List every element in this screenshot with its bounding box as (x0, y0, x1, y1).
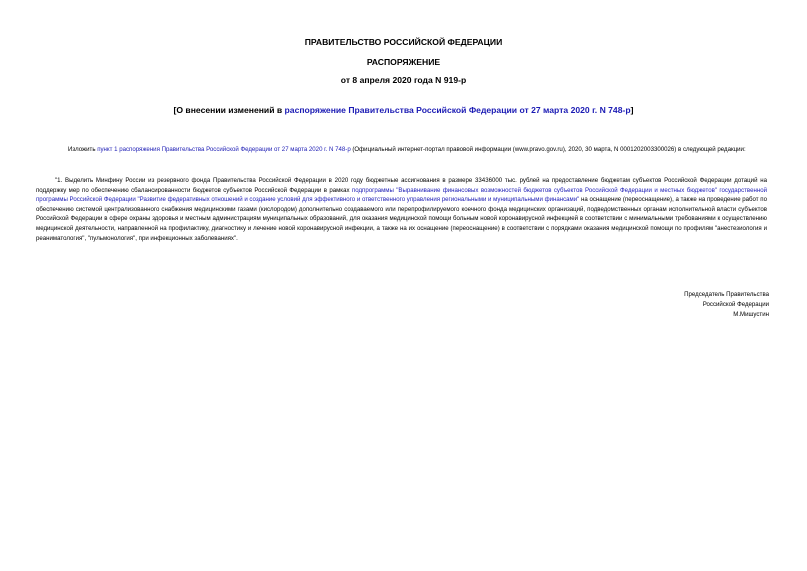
amended-act-link[interactable]: распоряжение Правительства Российской Федерации от 27 марта 2020 г. N 748-р (284, 105, 631, 115)
subprogram-link[interactable]: подпрограммы "Выравнивание финансовых возможностей бюджетов субъектов Российской Федерации и местных бюджетов" государственной программы Российской Федерации "Развитие федеративных отношений и создание условий для эффективного и ответственного управления региональными и муниципальными финансами" (36, 186, 767, 204)
paragraph-new-wording-part2: на оснащение (переоснащение), а также на проведение работ по обеспечению системой централизованного снабжения медицинскими газами (кислородом) дополнительно создаваемого или перепрофилируемого коечного фонда медицинских организаций, подведомственных органам исполнительной власти субъектов Российской Федерации в сфере охраны здоровья и местным администрациям муниципальных образований, для оказания медицинской помощи больным новой коронавирусной инфекцией в соответствии с минимальными требованиями к осуществлению медицинской деятельности, направленной на профилактику, диагностику и лечение новой коронавирусной инфекции, а также на их оснащение (переоснащение) в соответствии с порядками оказания медицинской помощи по профилям "анестезиология и реаниматология", "пульмонология", при инфекционных заболеваниях". (36, 196, 767, 242)
paragraph-new-wording (36, 176, 767, 243)
point-1-link[interactable]: пункт 1 распоряжения Правительства Российской Федерации от 27 марта 2020 г. N 748-р (97, 146, 351, 153)
paragraph-intro-prefix: Изложить (68, 146, 98, 153)
document-type-heading: РАСПОРЯЖЕНИЕ (366, 57, 441, 67)
signatory-position: Председатель Правительства (684, 291, 769, 298)
paragraph-new-wording-part1: "1. Выделить Минфину России из резервного фонда Правительства Российской Федерации в 2020 году бюджетные ассигнования в размере 33436000 тыс. рублей на предоставление бюджетам субъектов Российской Федерации дотаций на поддержку мер по обеспечению сбалансированности бюджетов субъектов Российской Федерации в рамках (36, 177, 767, 194)
issuer-heading: ПРАВИТЕЛЬСТВО РОССИЙСКОЙ ФЕДЕРАЦИИ (304, 37, 503, 47)
subject-prefix: [О внесении изменений в (173, 105, 285, 115)
paragraph-intro (36, 145, 767, 155)
subject-heading (0, 105, 807, 116)
signatory-position-country: Российской Федерации (702, 301, 769, 308)
date-number-heading: от 8 апреля 2020 года N 919-р (340, 75, 467, 85)
subject-suffix: ] (630, 105, 634, 115)
paragraph-intro-suffix: (Официальный интернет-портал правовой информации (www.pravo.gov.ru), 2020, 30 марта, N 0001202003300026) в следующей редакции: (350, 146, 746, 153)
signatory-name: М.Мишустин (733, 311, 769, 318)
